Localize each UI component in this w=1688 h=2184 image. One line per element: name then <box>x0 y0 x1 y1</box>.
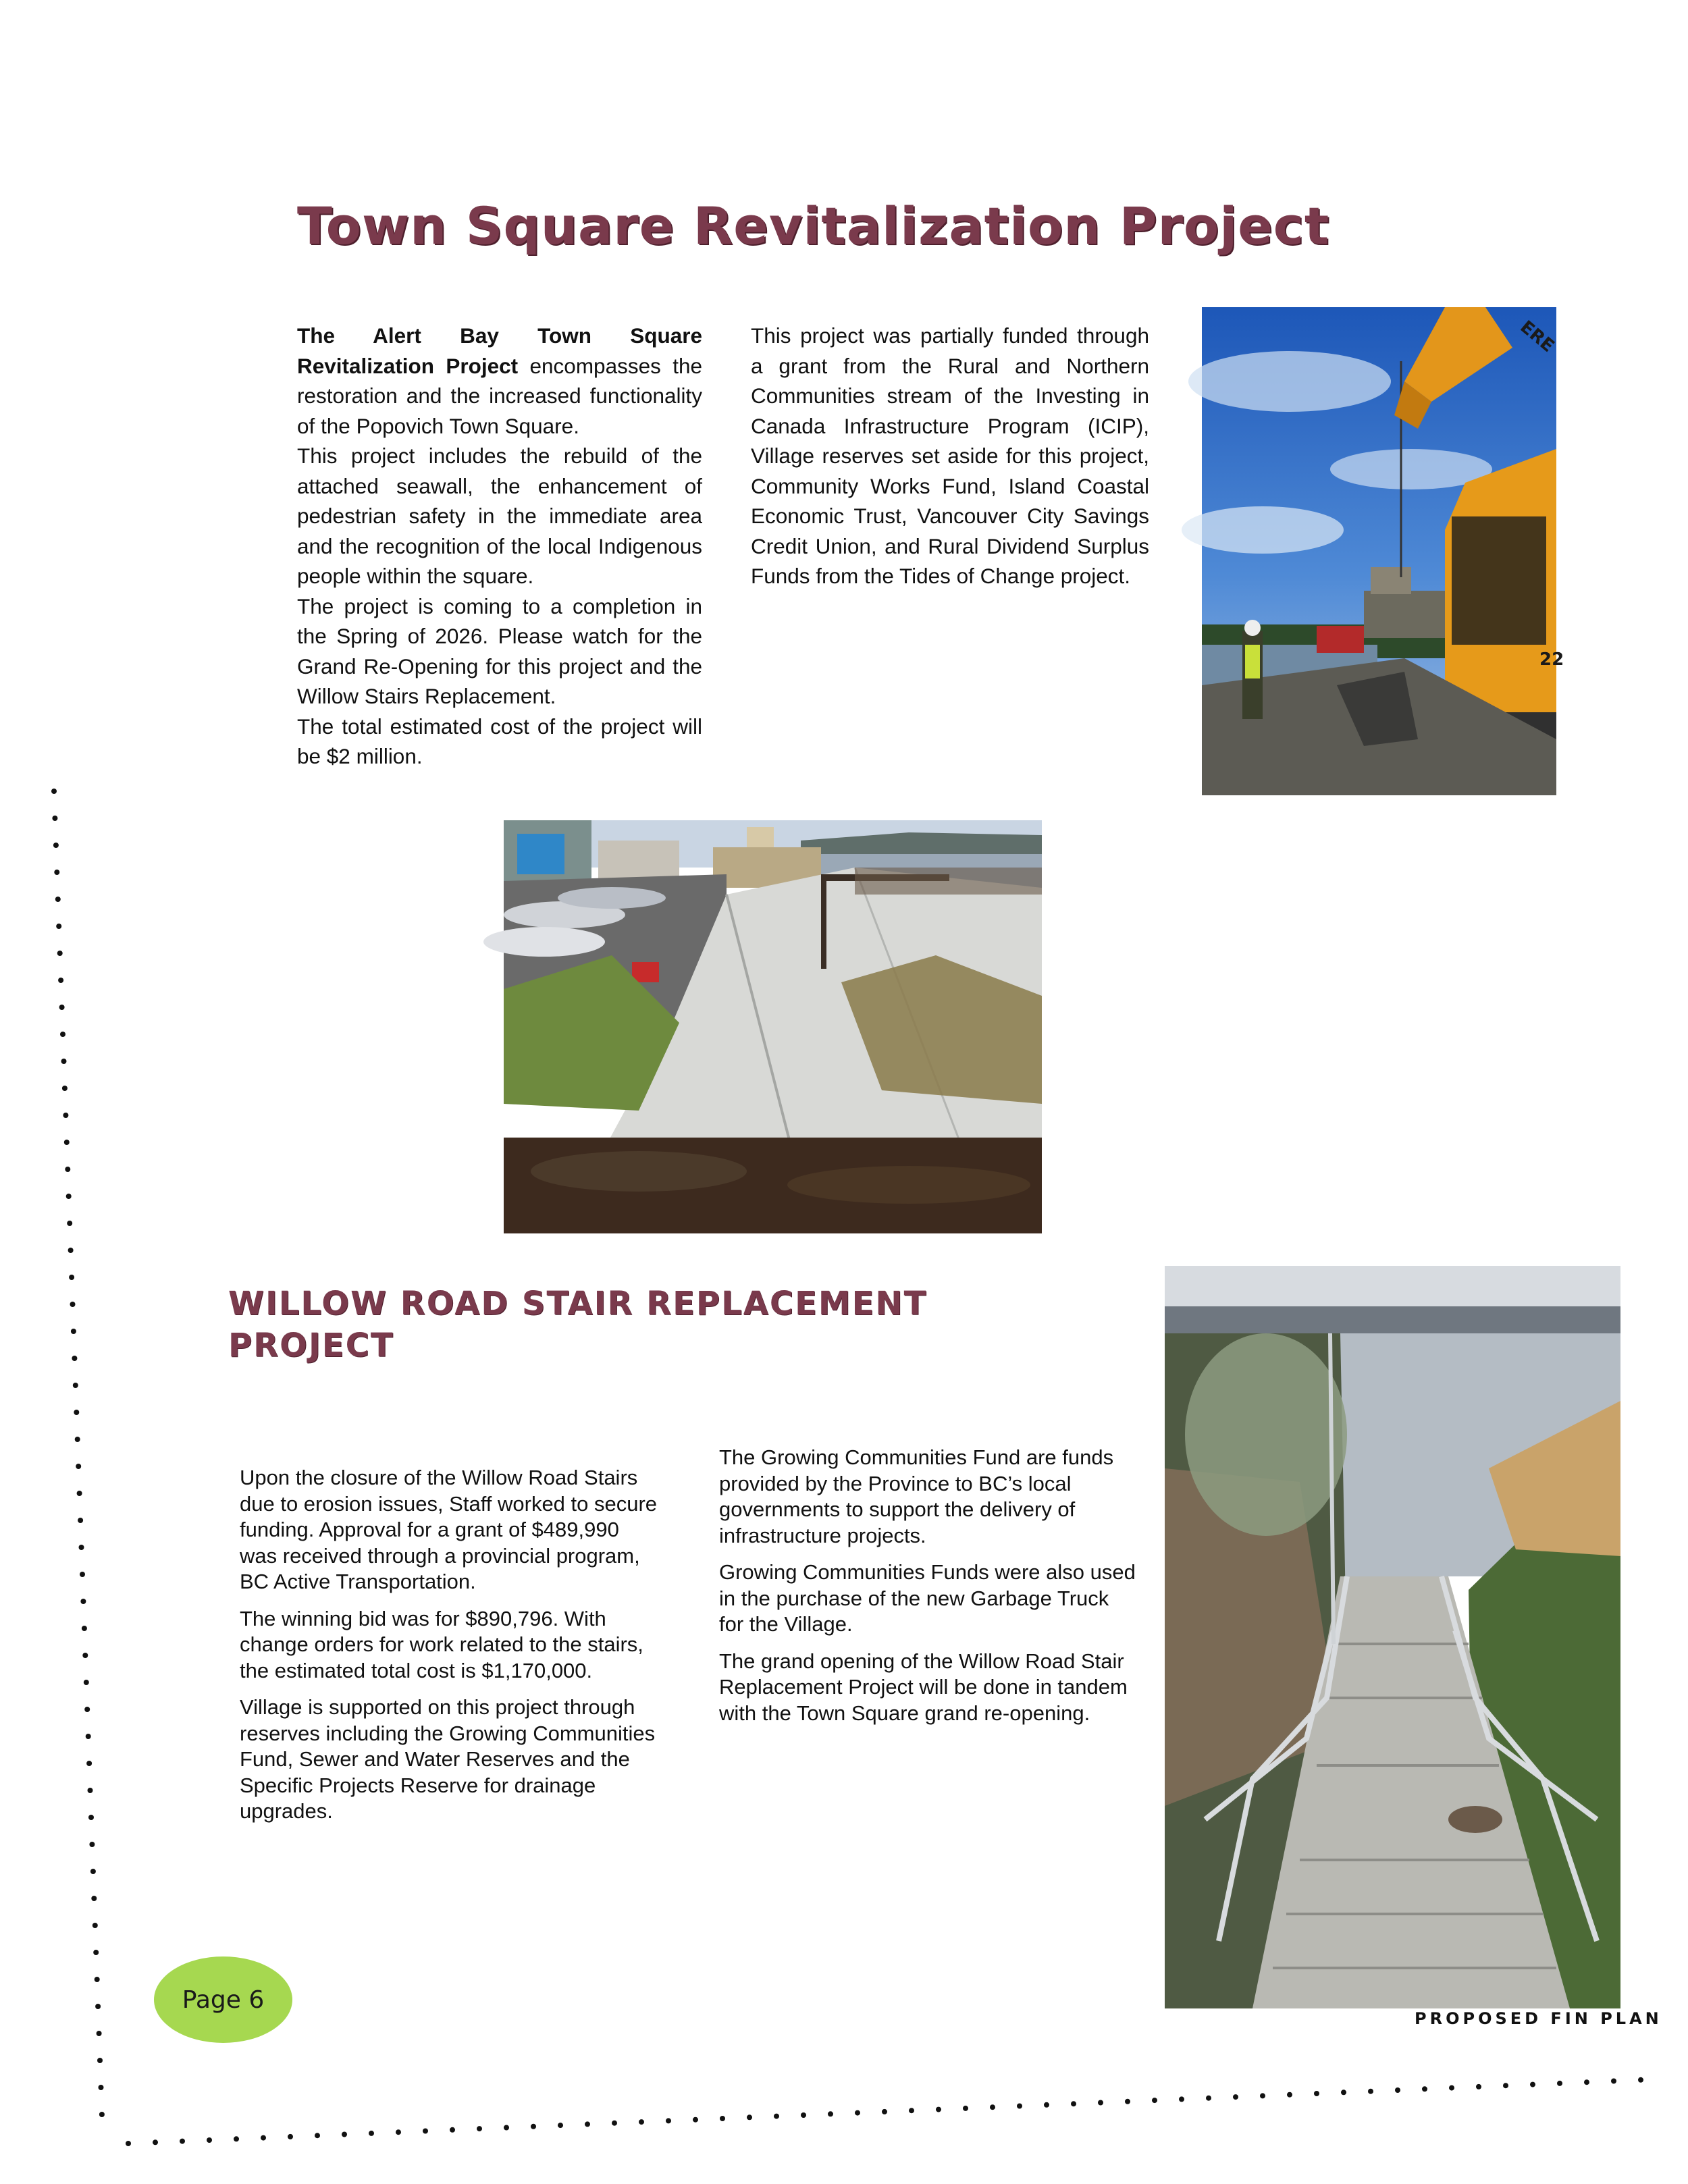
border-dot <box>71 1329 76 1334</box>
border-dot <box>504 2125 509 2131</box>
border-dot <box>153 2139 158 2145</box>
border-dot <box>288 2134 293 2139</box>
border-dot <box>82 1653 88 1658</box>
border-dot <box>1071 2101 1076 2106</box>
border-dot <box>477 2126 482 2131</box>
border-dot <box>1449 2085 1454 2091</box>
border-dot <box>55 897 61 902</box>
border-dot <box>1152 2098 1157 2103</box>
border-dot <box>78 1518 83 1523</box>
border-dot <box>909 2108 914 2113</box>
border-dot <box>1233 2094 1238 2100</box>
border-dot <box>72 1356 77 1361</box>
border-dot <box>99 2085 104 2090</box>
garbage-truck-purchase: Growing Communities Funds were also used in the purchase of the new Garbage Truck for the Village. <box>719 1560 1136 1636</box>
willow-road-closure: Upon the closure of the Willow Road Stairs due to erosion issues, Staff worked to secure funding. Approval for a grant of $489,990 was received through a provincial program, BC Active Transportation. <box>240 1466 658 1593</box>
border-dot <box>74 1410 79 1415</box>
town-square-scope: This project includes the rebuild of the attached seawall, the enhancement of pedestrian safety in the immediate area and the recognition of the local Indigenous people within the square. <box>297 444 702 588</box>
border-dot <box>1125 2099 1130 2104</box>
town-square-walkway-photo <box>504 820 1042 1233</box>
border-dot <box>90 1869 96 1874</box>
border-dot <box>936 2107 941 2112</box>
border-dot <box>86 1761 92 1766</box>
border-dot <box>84 1707 90 1712</box>
town-square-intro <box>297 321 702 441</box>
border-dot <box>180 2139 185 2144</box>
border-dot <box>558 2123 563 2128</box>
border-dot <box>97 2031 102 2036</box>
town-square-completion: The project is coming to a completion in the Spring of 2026. Please watch for the Grand Re-Opening for this project and the Willow Stairs Replacement. <box>297 593 702 708</box>
willow-road-column-2 <box>719 1445 1138 1737</box>
excavator-number: 22 <box>1539 649 1564 670</box>
border-dot <box>89 1842 95 1847</box>
border-dot <box>234 2136 239 2141</box>
border-dot <box>91 1896 97 1901</box>
border-dot <box>99 2112 105 2117</box>
section-label: PROPOSED FIN PLAN <box>1415 2009 1662 2028</box>
border-dot <box>57 951 63 956</box>
border-dot <box>51 789 57 794</box>
border-dot <box>61 1059 67 1064</box>
town-square-funding: This project was partially funded through a grant from the Rural and Northern Communities stream of the Investing in Canada Infrastructure Program (ICIP), Village reserves set aside for this project, Community Works Fund, Island Coastal Economic Trust, Vancouver City Savings Credit Union, and Rural Dividend Surplus Funds from the Tides of Change project. <box>751 323 1149 588</box>
border-dot <box>693 2117 698 2123</box>
border-dot <box>666 2118 671 2123</box>
border-dot <box>93 1923 98 1928</box>
border-dot <box>88 1788 93 1793</box>
border-dot <box>58 978 63 983</box>
border-dot <box>369 2131 374 2136</box>
border-dot <box>585 2121 590 2127</box>
border-dot <box>80 1572 85 1577</box>
intro-text: encompasses the restoration and the increased functionality of the Popovich Town Square. <box>297 353 702 438</box>
border-dot <box>82 1626 87 1631</box>
border-dot <box>73 1383 78 1388</box>
border-dot <box>56 924 61 929</box>
border-dot <box>612 2121 617 2126</box>
willow-road-title: WILLOW ROAD STAIR REPLACEMENT PROJECT <box>228 1285 928 1364</box>
border-dot <box>450 2127 455 2133</box>
border-dot <box>88 1815 94 1820</box>
border-dot <box>95 1977 100 1982</box>
willow-road-reserves: Village is supported on this project through reserves including the Growing Communities Fund, Sewer and Water Reserves and the Specific Projects Reserve for drainage upgrades. <box>240 1695 656 1823</box>
border-dot <box>1179 2096 1184 2102</box>
border-dot <box>66 1194 72 1199</box>
border-dot <box>79 1545 84 1550</box>
border-dot <box>53 843 59 848</box>
border-dot <box>1395 2087 1400 2093</box>
project-name-bold: The Alert Bay Town Square Revitalization Project <box>297 323 702 378</box>
border-dot <box>1503 2083 1508 2088</box>
excavator-tread-text: ERE <box>1516 317 1558 357</box>
border-dot <box>93 1950 99 1955</box>
border-dot <box>531 2124 536 2129</box>
border-dot <box>97 2058 103 2063</box>
border-dot <box>747 2114 752 2120</box>
border-dot <box>65 1167 70 1172</box>
border-dot <box>720 2116 725 2121</box>
border-dot <box>60 1032 65 1037</box>
border-dot <box>1368 2089 1373 2094</box>
grand-opening-note: The grand opening of the Willow Road Stair Replacement Project will be done in tandem with the Town Square grand re-opening. <box>719 1649 1128 1725</box>
border-dot <box>1098 2100 1103 2106</box>
border-dot <box>1260 2093 1265 2098</box>
town-square-column-2 <box>751 321 1149 591</box>
page-number: Page 6 <box>182 1986 265 2014</box>
willow-stairs-photo <box>1165 1266 1620 2008</box>
border-dot <box>1287 2092 1292 2098</box>
border-dot <box>64 1140 70 1145</box>
border-dot <box>126 2141 131 2146</box>
willow-road-bid: The winning bid was for $890,796. With change orders for work related to the stairs, the estimated total cost is $1,170,000. <box>240 1606 643 1682</box>
town-square-column-1 <box>297 321 702 772</box>
border-dot <box>396 2129 401 2135</box>
border-dot <box>86 1734 91 1739</box>
town-square-cost: The total estimated cost of the project will be $2 million. <box>297 714 702 768</box>
border-dot <box>54 870 59 875</box>
border-dot <box>1044 2102 1049 2108</box>
border-dot <box>52 816 57 821</box>
border-dot <box>1584 2079 1589 2085</box>
border-dot <box>639 2119 644 2125</box>
page-number-badge <box>154 1956 292 2043</box>
border-dot <box>59 1005 65 1010</box>
border-dot <box>67 1221 72 1226</box>
border-dot <box>1017 2104 1022 2109</box>
border-dot <box>990 2104 995 2110</box>
border-dot <box>207 2137 212 2143</box>
border-dot <box>70 1302 76 1307</box>
border-dot <box>342 2132 347 2137</box>
border-dot <box>95 2004 101 2009</box>
border-dot <box>855 2110 860 2116</box>
border-dot <box>69 1275 74 1280</box>
border-dot <box>1476 2084 1481 2089</box>
border-dot <box>80 1599 86 1604</box>
border-dot <box>828 2111 833 2116</box>
border-dot <box>76 1464 81 1469</box>
border-dot <box>261 2135 266 2141</box>
border-dot <box>423 2129 428 2134</box>
border-dot <box>801 2112 806 2118</box>
border-dot <box>77 1491 82 1496</box>
border-dot <box>882 2109 887 2114</box>
border-dot <box>963 2106 968 2111</box>
border-dot <box>63 1113 68 1118</box>
border-dot <box>1638 2077 1643 2083</box>
border-dot <box>1422 2086 1427 2092</box>
border-dot <box>1206 2096 1211 2101</box>
border-dot <box>1341 2089 1346 2095</box>
border-dot <box>774 2114 779 2119</box>
excavator-photo <box>1202 307 1564 795</box>
border-dot <box>315 2133 320 2138</box>
town-square-title: Town Square Revitalization Project <box>297 196 1330 256</box>
border-dot <box>62 1086 68 1091</box>
border-dot <box>1611 2079 1616 2084</box>
border-dot <box>1314 2091 1319 2096</box>
border-dot <box>1530 2082 1535 2087</box>
border-dot <box>84 1680 89 1685</box>
border-dot <box>68 1248 74 1253</box>
growing-communities-fund: The Growing Communities Fund are funds provided by the Province to BC’s local governments to support the delivery of infrastructure projects. <box>719 1445 1114 1547</box>
border-dot <box>75 1437 80 1442</box>
border-dot <box>1557 2081 1562 2086</box>
willow-road-column-1 <box>240 1465 658 1836</box>
